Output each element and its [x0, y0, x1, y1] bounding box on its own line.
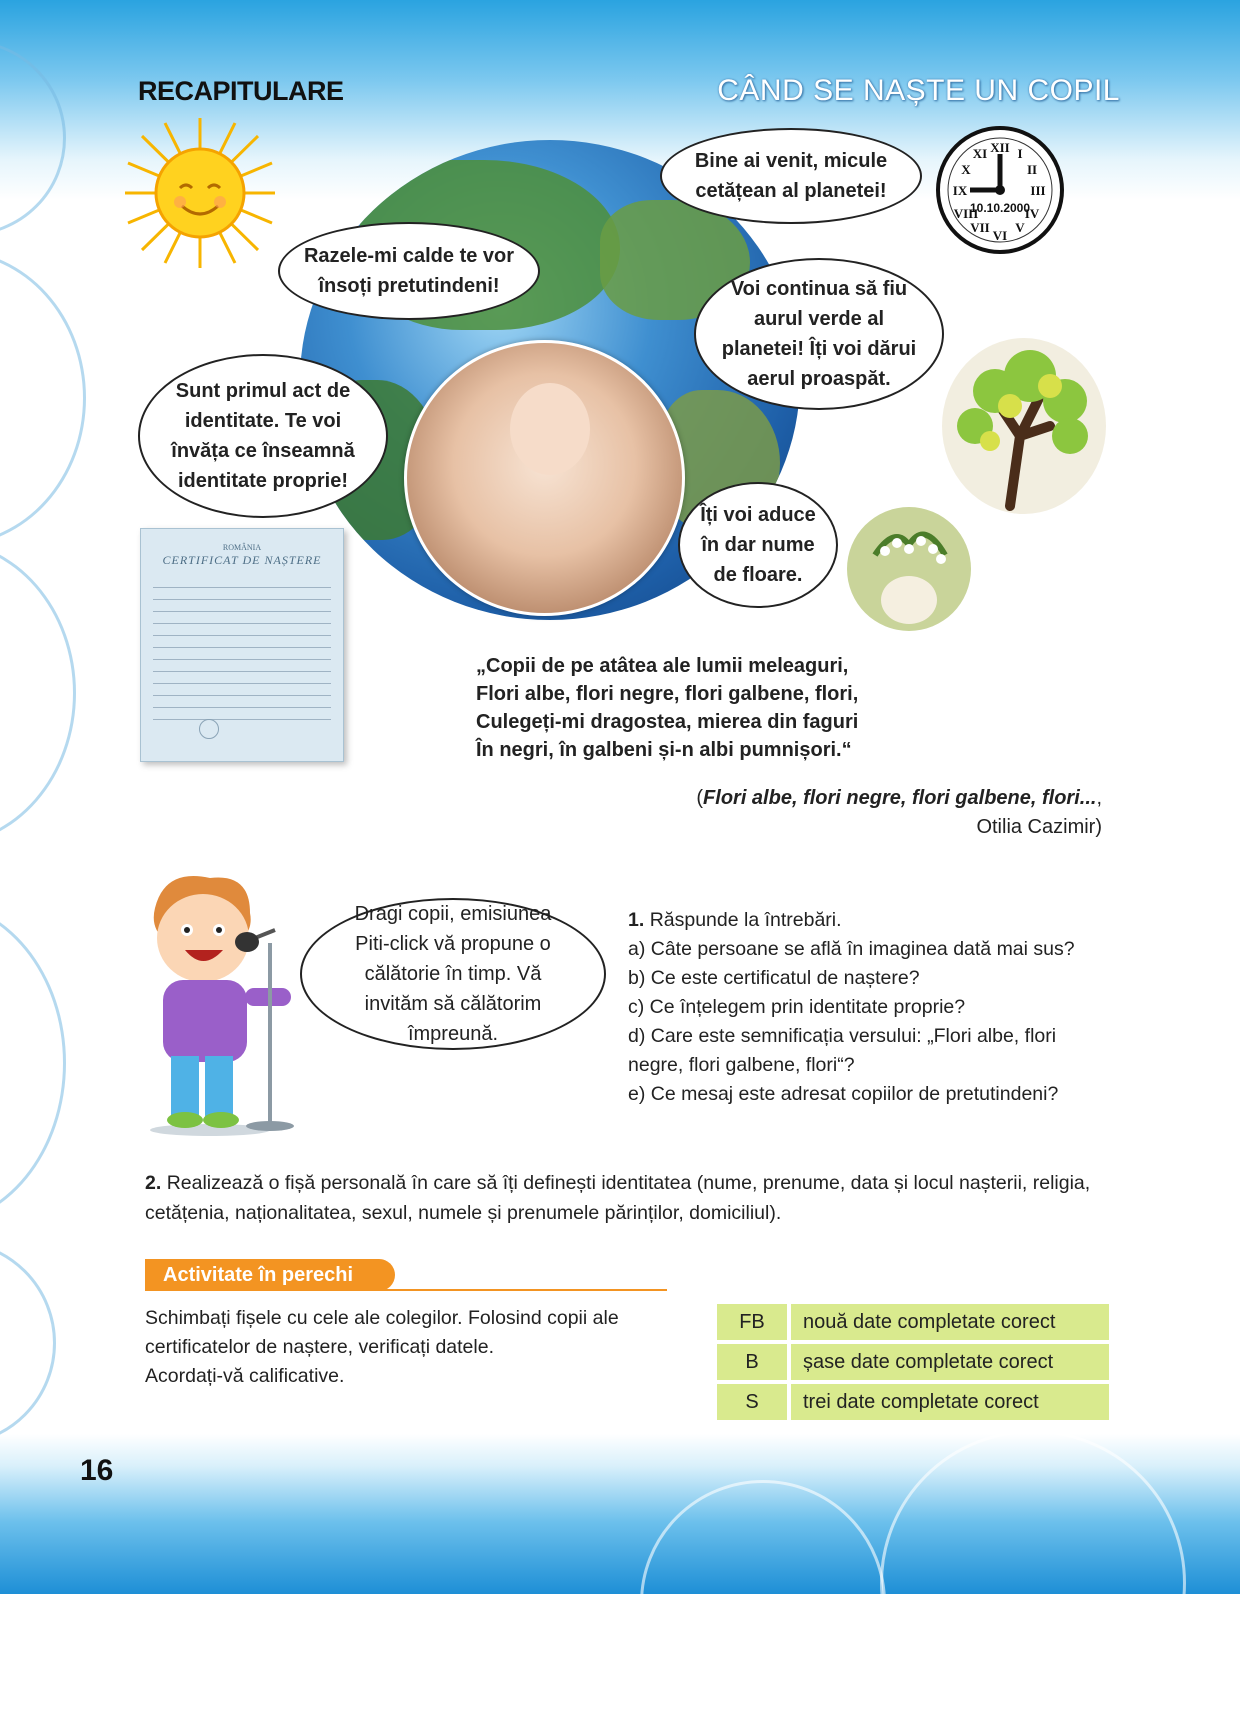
- poem-line: „Copii de pe atâtea ale lumii meleaguri,: [476, 655, 849, 677]
- clock-illustration: [934, 124, 1066, 256]
- boy-with-microphone-illustration: [135, 868, 310, 1138]
- svg-text:IX: IX: [952, 183, 968, 198]
- task-2-text: Realizează o fișă personală în care să îți definești identitatea (nume, prenume, data și locul nașterii, religia, cetățenia, naționalitatea, sexul, numele și prenumele părinților, domiciliul).: [145, 1172, 1091, 1224]
- decorative-ring: [0, 540, 76, 846]
- birth-certificate-image: [140, 528, 344, 762]
- question-item: d) Care este semnificația versului: „Flori albe, flori: [628, 1025, 1057, 1047]
- svg-text:I: I: [1017, 146, 1023, 161]
- poem-line: În negri, în galbeni și-n albi pumnișori.“: [476, 739, 852, 761]
- certificate-country: ROMÂNIA: [222, 543, 262, 552]
- task-1-title: Răspunde la întrebări.: [649, 909, 842, 931]
- section-label: RECAPITULARE: [138, 76, 344, 106]
- clock-date: 10.10.2000: [969, 201, 1031, 215]
- task-1-number: 1.: [628, 909, 645, 931]
- svg-text:VIII: VIII: [953, 206, 979, 221]
- flower-speech-bubble: Îți voi aduce în dar nume de floare.: [678, 482, 838, 608]
- grade-description: nouă date completate corect: [791, 1304, 1109, 1340]
- question-item: a) Câte persoane se află în imaginea dată mai sus?: [628, 938, 1075, 960]
- clock-speech-bubble: Bine ai venit, micule cetățean al planetei!: [660, 128, 922, 224]
- pair-activity-divider: [145, 1289, 667, 1291]
- decorative-ring: [0, 250, 86, 546]
- question-item: b) Ce este certificatul de naștere?: [628, 967, 920, 989]
- svg-text:XI: XI: [972, 146, 988, 161]
- grade-description: trei date completate corect: [791, 1384, 1109, 1420]
- table-row: [717, 1384, 1109, 1420]
- grading-table: [717, 1300, 1109, 1424]
- sun-illustration: [120, 118, 280, 268]
- page-number: 16: [80, 1454, 114, 1487]
- svg-text:II: II: [1026, 162, 1038, 177]
- decorative-ring: [0, 900, 66, 1226]
- boy-speech-bubble: Dragi copii, emisiunea Piti-click vă propune o călătorie în timp. Vă invităm să călătorim împreună.: [300, 898, 606, 1050]
- grade-description: șase date completate corect: [791, 1344, 1109, 1380]
- question-item: negre, flori galbene, flori“?: [628, 1054, 855, 1076]
- poem-author: Otilia Cazimir): [976, 816, 1102, 838]
- grade-code: FB: [717, 1304, 791, 1340]
- poem-excerpt: [476, 652, 858, 764]
- decorative-ring: [880, 1430, 1186, 1736]
- table-row: [717, 1344, 1109, 1380]
- pair-activity-label: Activitate în perechi: [145, 1259, 395, 1291]
- poem-line: Culegeți-mi dragostea, mierea din faguri: [476, 711, 859, 733]
- svg-text:VI: VI: [992, 228, 1008, 243]
- certificate-speech-bubble: Sunt primul act de identitate. Te voi învăța ce înseamnă identitate proprie!: [138, 354, 388, 518]
- lily-of-the-valley-illustration: [845, 505, 973, 633]
- grade-code: S: [717, 1384, 791, 1420]
- svg-text:X: X: [961, 162, 971, 177]
- poem-title: Flori albe, flori negre, flori galbene, flori...: [703, 787, 1097, 809]
- grade-code: B: [717, 1344, 791, 1380]
- family-photo: [404, 340, 685, 616]
- question-item: e) Ce mesaj este adresat copiilor de pretutindeni?: [628, 1083, 1059, 1105]
- decorative-ring: [640, 1480, 886, 1726]
- question-item: c) Ce înțelegem prin identitate proprie?: [628, 996, 966, 1018]
- poem-source: (Flori albe, flori negre, flori galbene, flori..., Otilia Cazimir): [696, 784, 1102, 842]
- svg-text:XII: XII: [990, 140, 1010, 155]
- task-2-number: 2.: [145, 1172, 162, 1194]
- poem-line: Flori albe, flori negre, flori galbene, flori,: [476, 683, 859, 705]
- svg-text:III: III: [1030, 183, 1046, 198]
- svg-text:IV: IV: [1024, 206, 1040, 221]
- task-1-questions: [628, 906, 1075, 1109]
- tree-speech-bubble: Voi continua să fiu aurul verde al planetei! Îți voi dărui aerul proaspăt.: [694, 258, 944, 410]
- certificate-title: CERTIFICAT DE NAȘTERE: [162, 553, 322, 567]
- task-2: [145, 1168, 1125, 1228]
- table-row: [717, 1304, 1109, 1340]
- lesson-title: CÂND SE NAȘTE UN COPIL: [717, 74, 1120, 107]
- tree-illustration: [940, 336, 1108, 516]
- decorative-ring: [0, 1240, 56, 1446]
- svg-text:V: V: [1015, 220, 1025, 235]
- svg-text:VII: VII: [970, 220, 990, 235]
- pair-activity-text: Schimbați fișele cu cele ale colegilor. Folosind copii ale certificatelor de naștere, verificați datele. Acordați-vă calificative.: [145, 1307, 619, 1387]
- sun-speech-bubble: Razele-mi calde te vor însoți pretutindeni!: [278, 222, 540, 320]
